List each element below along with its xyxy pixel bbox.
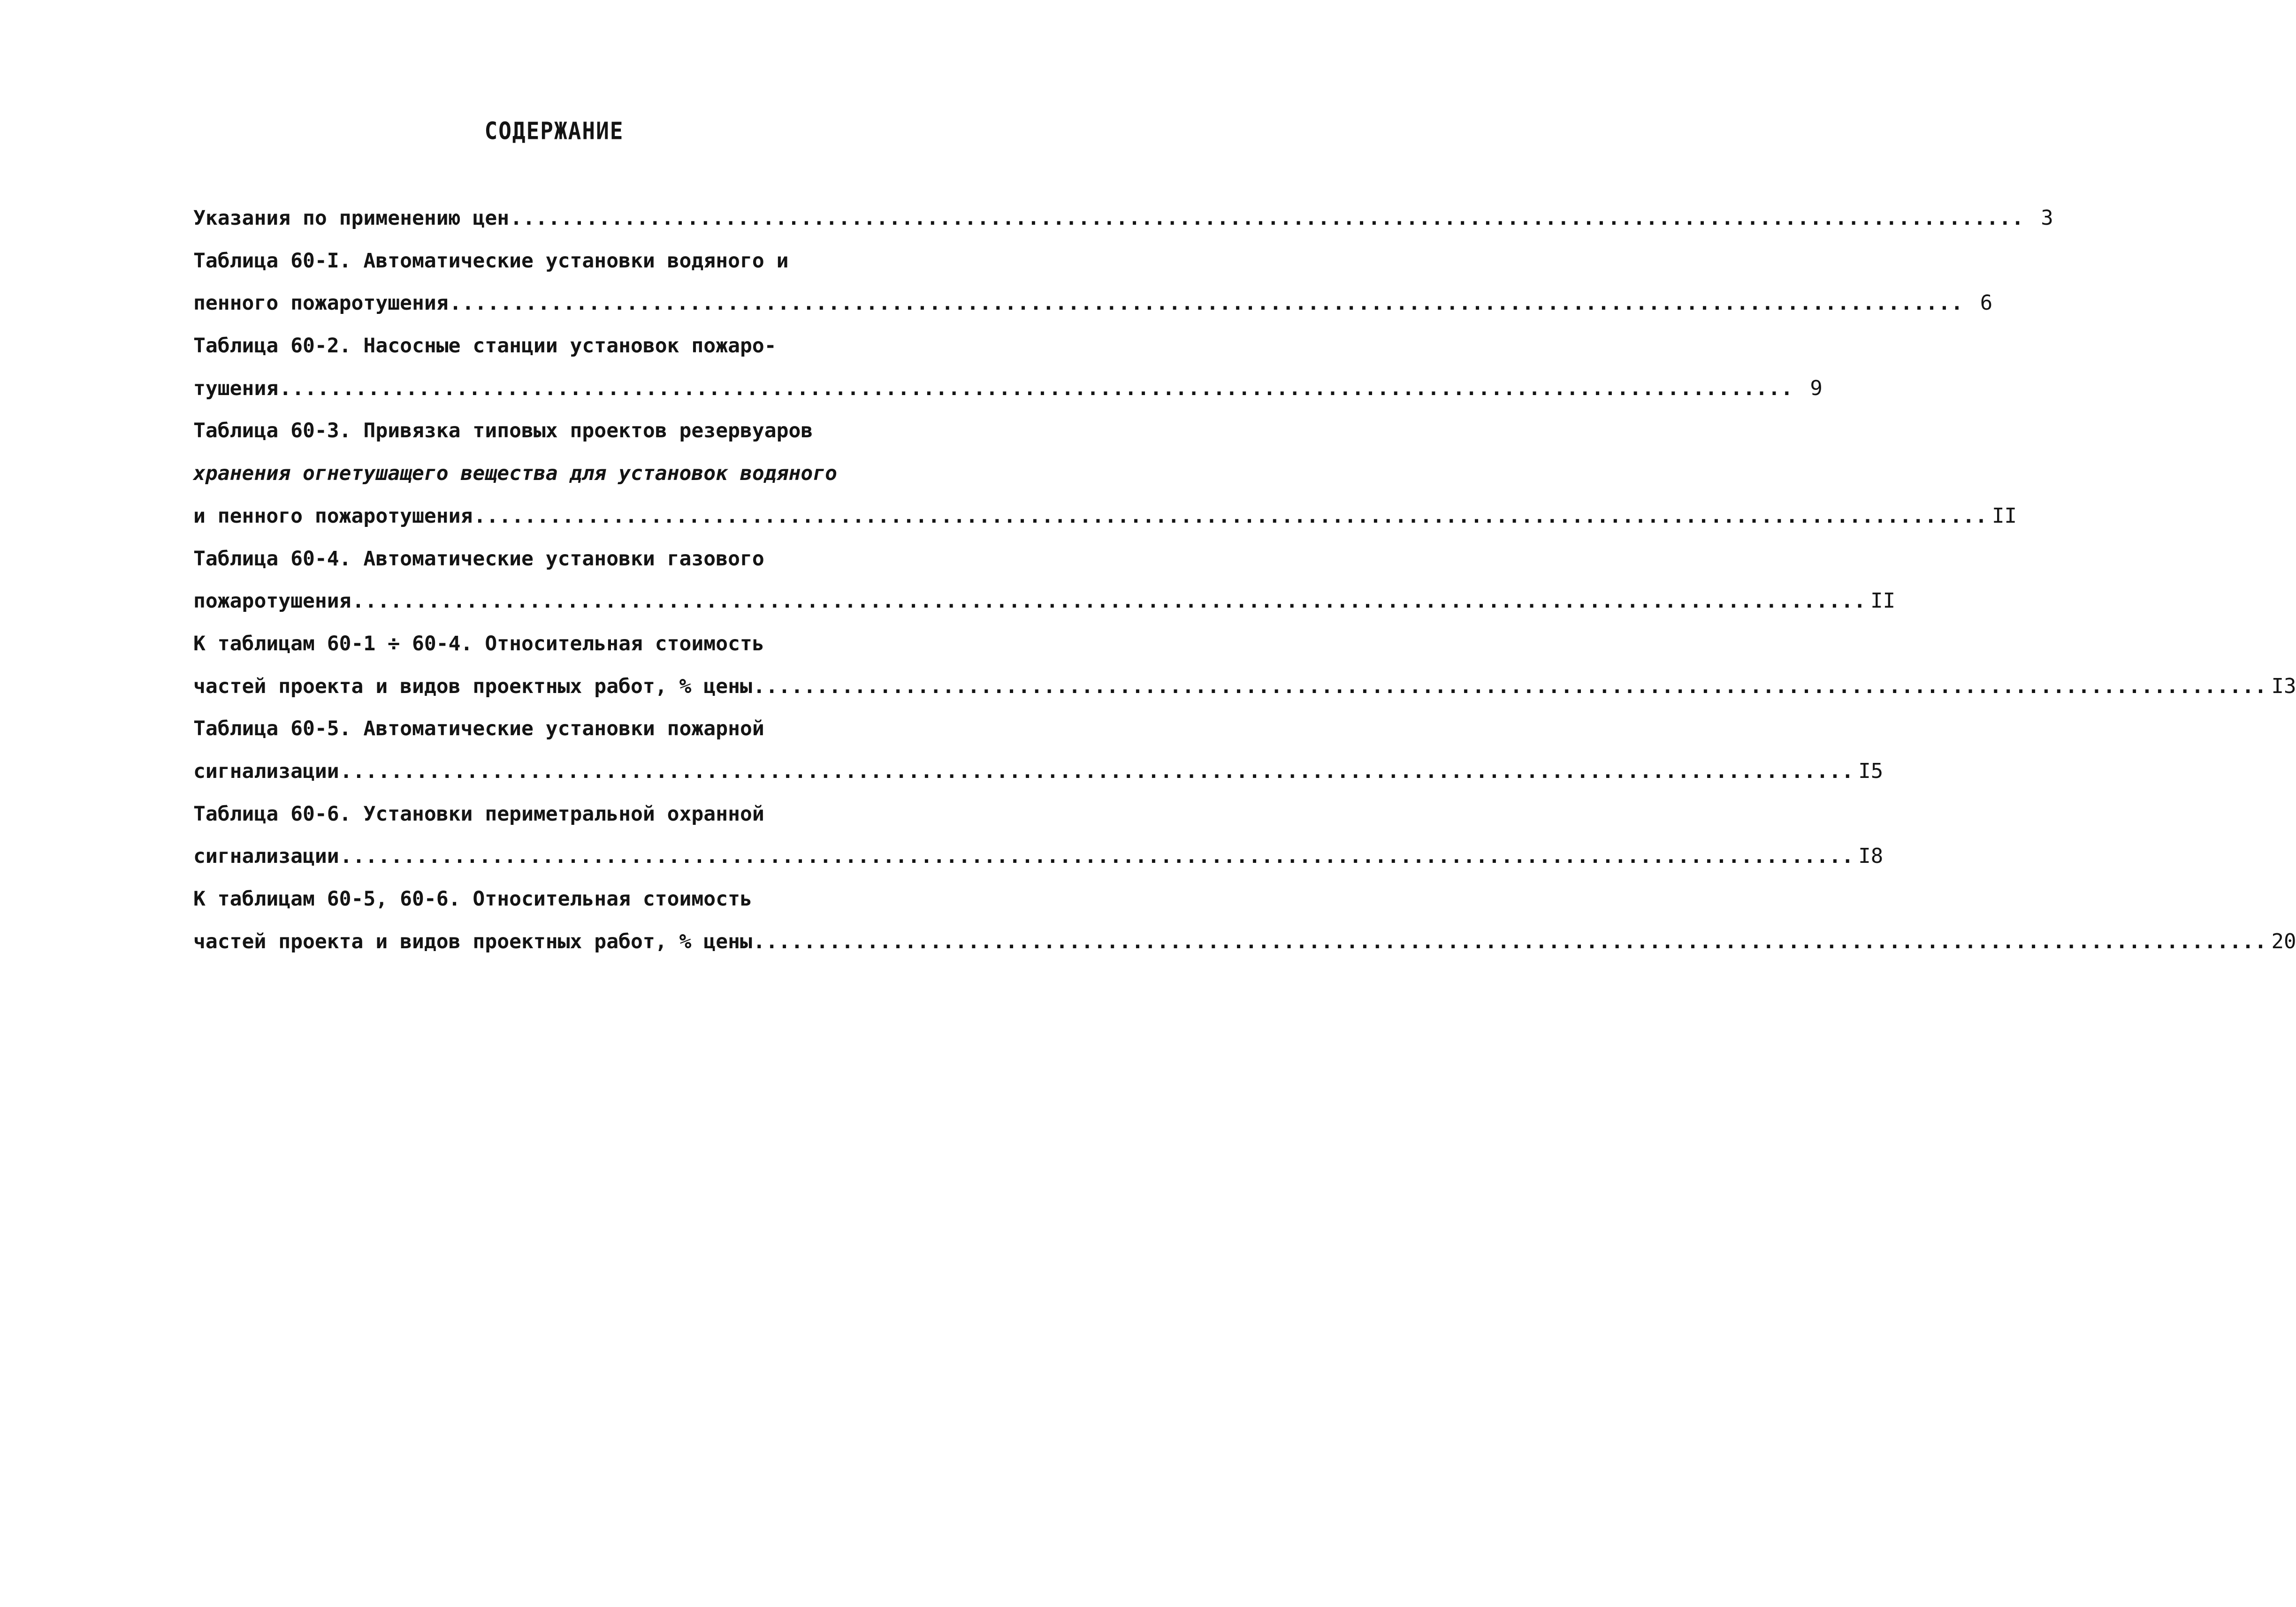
toc-page-number: 9 [1810, 376, 1823, 400]
toc-entry-text: Таблица 60-4. Автоматические установки газового [193, 547, 764, 571]
toc-page-number: I3 [2271, 674, 2296, 698]
toc-page-number: I5 [1858, 759, 1884, 783]
toc-line [193, 325, 911, 367]
page-title: СОДЕРЖАНИЕ [484, 117, 624, 145]
toc-line [193, 452, 911, 495]
toc-page-number: II [1992, 503, 2017, 528]
dot-leader: ........................................................................................................................ [510, 206, 2024, 230]
toc-line [193, 367, 1823, 410]
toc-entry-text: тушения [193, 376, 279, 400]
toc-line [193, 495, 2017, 538]
dot-leader: ........................................................................................................................ [473, 504, 1988, 528]
toc-entry-text: пожаротушения [193, 589, 351, 613]
toc-line [193, 708, 911, 750]
toc-entry-text: сигнализации [193, 759, 339, 783]
toc-line [193, 580, 1896, 623]
toc-entry-text: Указания по применению цен [193, 206, 510, 230]
toc-page-number: 6 [1980, 291, 1993, 315]
toc-entry-text: К таблицам 60-1 ÷ 60-4. Относительная стоимость [193, 632, 764, 655]
toc-page-number: 3 [2041, 206, 2053, 230]
toc-entry-text: хранения огнетушащего вещества для установок водяного [193, 462, 838, 486]
toc-line [193, 197, 2053, 240]
toc-page-number: II [1870, 589, 1896, 613]
toc-line [193, 921, 2296, 963]
toc-entry-text: Таблица 60-3. Привязка типовых проектов резервуаров [193, 419, 813, 443]
toc-entry-text: пенного пожаротушения [193, 291, 449, 315]
toc-line [193, 835, 1884, 878]
toc-line [193, 750, 1884, 793]
dot-leader: ........................................................................................................................ [340, 845, 1854, 868]
dot-leader: ........................................................................................................................ [352, 589, 1867, 613]
toc-line [193, 282, 1993, 325]
toc-line [193, 665, 2296, 708]
toc-page-number: 20 [2271, 929, 2296, 953]
toc-entry-text: частей проекта и видов проектных работ, % цены [193, 674, 752, 698]
toc-line [193, 623, 911, 665]
toc-page-number: I8 [1858, 844, 1884, 868]
dot-leader: ........................................................................................................................ [279, 376, 1793, 400]
toc-line [193, 538, 911, 580]
toc-entry-text: частей проекта и видов проектных работ, % цены [193, 929, 752, 953]
dot-leader: ........................................................................................................................ [449, 291, 1964, 315]
toc-line [193, 410, 911, 452]
dot-leader: ........................................................................................................................ [753, 674, 2267, 698]
toc-entry-text: Таблица 60-I. Автоматические установки водяного и [193, 249, 789, 273]
toc-line [193, 878, 911, 921]
toc-entry-text: К таблицам 60-5, 60-6. Относительная стоимость [193, 887, 752, 911]
toc-entry-text: Таблица 60-2. Насосные станции установок пожаро- [193, 334, 777, 358]
dot-leader: ........................................................................................................................ [753, 929, 2267, 953]
toc-line [193, 793, 911, 836]
dot-leader: ........................................................................................................................ [340, 759, 1854, 783]
toc-entry-text: Таблица 60-6. Установки периметральной охранной [193, 802, 764, 826]
toc-entry-text: Таблица 60-5. Автоматические установки пожарной [193, 717, 764, 741]
toc-entry-text: и пенного пожаротушения [193, 504, 473, 528]
table-of-contents [193, 197, 2296, 963]
toc-line [193, 240, 911, 282]
toc-entry-text: сигнализации [193, 845, 339, 868]
